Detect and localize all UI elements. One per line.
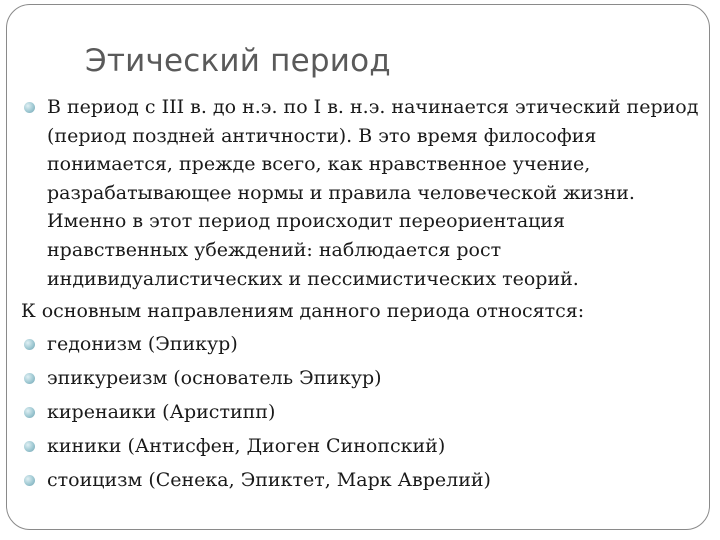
bullet-dot-icon: [24, 407, 35, 418]
list-item-text: стоицизм (Сенека, Эпиктет, Марк Аврелий): [47, 469, 491, 492]
intro-bullet: [21, 93, 701, 293]
directions-heading: К основным направлениям данного периода относятся:: [21, 300, 585, 323]
slide-frame: [6, 4, 710, 530]
list-item: [21, 330, 701, 359]
bullet-dot-icon: [24, 102, 35, 113]
list-item-text: киренаики (Аристипп): [47, 400, 276, 423]
list-item: [21, 466, 701, 495]
intro-text: В период с III в. до н.э. по I в. н.э. начинается этический период (период поздней античности). В это время философия понимается, прежде всего, как нравственное учение, разрабатывающее нормы и правила человеческой жизни. Именно в этот период происходит переориентация нравственных убеждений: наблюдается рост индивидуалистических и пессимистических теорий.: [47, 96, 699, 290]
list-item: [21, 432, 701, 461]
list-item-text: киники (Антисфен, Диоген Синопский): [47, 435, 446, 458]
bullet-dot-icon: [24, 373, 35, 384]
bullet-dot-icon: [24, 475, 35, 486]
list-item-text: эпикуреизм (основатель Эпикур): [47, 366, 382, 389]
list-item: [21, 398, 701, 427]
bullet-dot-icon: [24, 339, 35, 350]
list-item-text: гедонизм (Эпикур): [47, 332, 238, 355]
slide-title: Этический период: [85, 43, 391, 79]
slide-content: [21, 93, 701, 500]
list-item: [21, 364, 701, 393]
bullet-dot-icon: [24, 441, 35, 452]
